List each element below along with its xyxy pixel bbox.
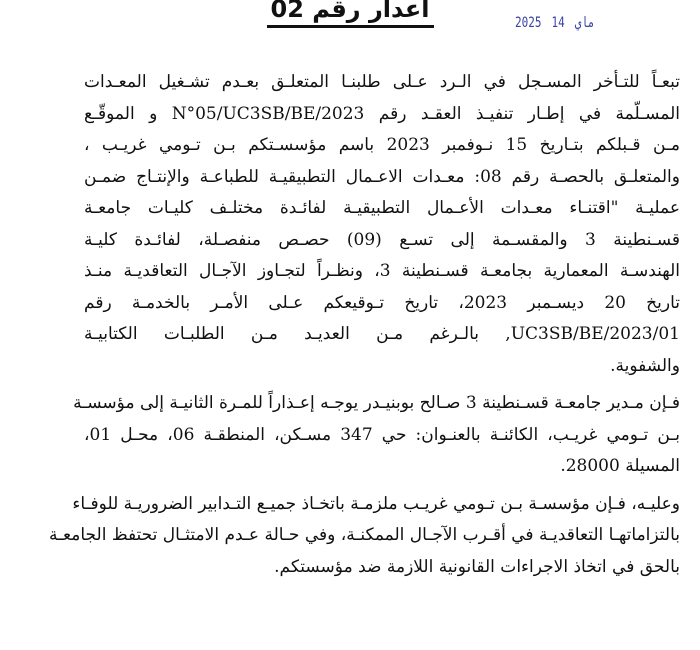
document-title-wrapper (0, 0, 700, 28)
paragraph-2 (73, 388, 681, 483)
text-line: بالتزاماتهـا التعاقديـة في أقـرب الآجـال الممكنـة، وفي حـالة عـدم الامتثـال تحتفظ الجامعـة (48, 525, 680, 545)
text-line: والشفوية. (610, 355, 680, 376)
text-line: بـن تـومي غريـب، الكائنـة بالعنـوان: حي 347 مسـكن، المنطقـة 06، محـل 01، (84, 424, 681, 445)
letter-body (48, 67, 681, 583)
stamp-month: ماي (574, 14, 595, 31)
text-line: فـإن مـدير جامعـة قسـنطينة 3 صـالح بوبنيـدر يوجـه إعـذاراً للمـرة الثانيـة إلى مؤسسـة (73, 393, 680, 413)
paragraph-3 (48, 489, 680, 584)
text-line: تبعـاً للتـأخر المسـجل في الـرد عـلى طلبنـا المتعلـق بعـدم تشـغيل المعـدات (84, 72, 680, 92)
text-line: المسيلة 28000. (560, 456, 680, 476)
text-line: 01/UC3SB/BE/2023, بالـرغم مـن العديـد مـن الطلبـات الكتابيـة (84, 324, 680, 344)
text-line: قسـنطينة 3 والمقسـمة إلى تسـع (09) حصـص منفصـلة، لفائـدة كليـة (84, 229, 680, 250)
text-line: بالحق في اتخاذ الاجراءات القانونية اللازمة ضد مؤسستكم. (274, 556, 680, 577)
stamp-year: 2025 (515, 14, 542, 31)
text-line: عمليـة "اقتنـاء معـدات الأعـمال التطبيقيـة لفائـدة مختلـف كليـات جامعـة (84, 198, 680, 218)
text-line: مـن قـبلكم بتـاريخ 15 نـوفمبر 2023 باسم مؤسسـتكم بـن تـومي غريـب ، (84, 135, 680, 155)
text-line: تاريخ 20 ديسـمبر 2023، تاريخ تـوقيعكم عـلى الأمـر بالخدمـة رقم (84, 292, 681, 313)
text-line: الهندسـة المعمارية بجامعـة قسـنطينة 3، ونظـراً لتجـاوز الآجـال التعاقديـة منـذ (84, 261, 680, 281)
paragraph-1 (84, 67, 680, 382)
text-line: وعليـه، فـإن مؤسسـة بـن تـومي غريـب ملزمـة باتخـاذ جميـع التـدابير الضروريـة للوفـاء (72, 493, 680, 514)
document-title: اعدار رقم 02 (267, 0, 434, 28)
text-line: المسـلّمة في إطـار تنفيـذ العقـد رقم N°05/UC3SB/BE/2023 و الموقّـع (84, 103, 680, 124)
stamp-day: 14 (551, 14, 565, 31)
date-stamp (515, 14, 595, 31)
text-line: والمتعلـق بالحصـة رقم 08: معـدات الاعـمال التطبيقيـة للطباعـة والإنتـاج ضمـن (84, 166, 680, 187)
